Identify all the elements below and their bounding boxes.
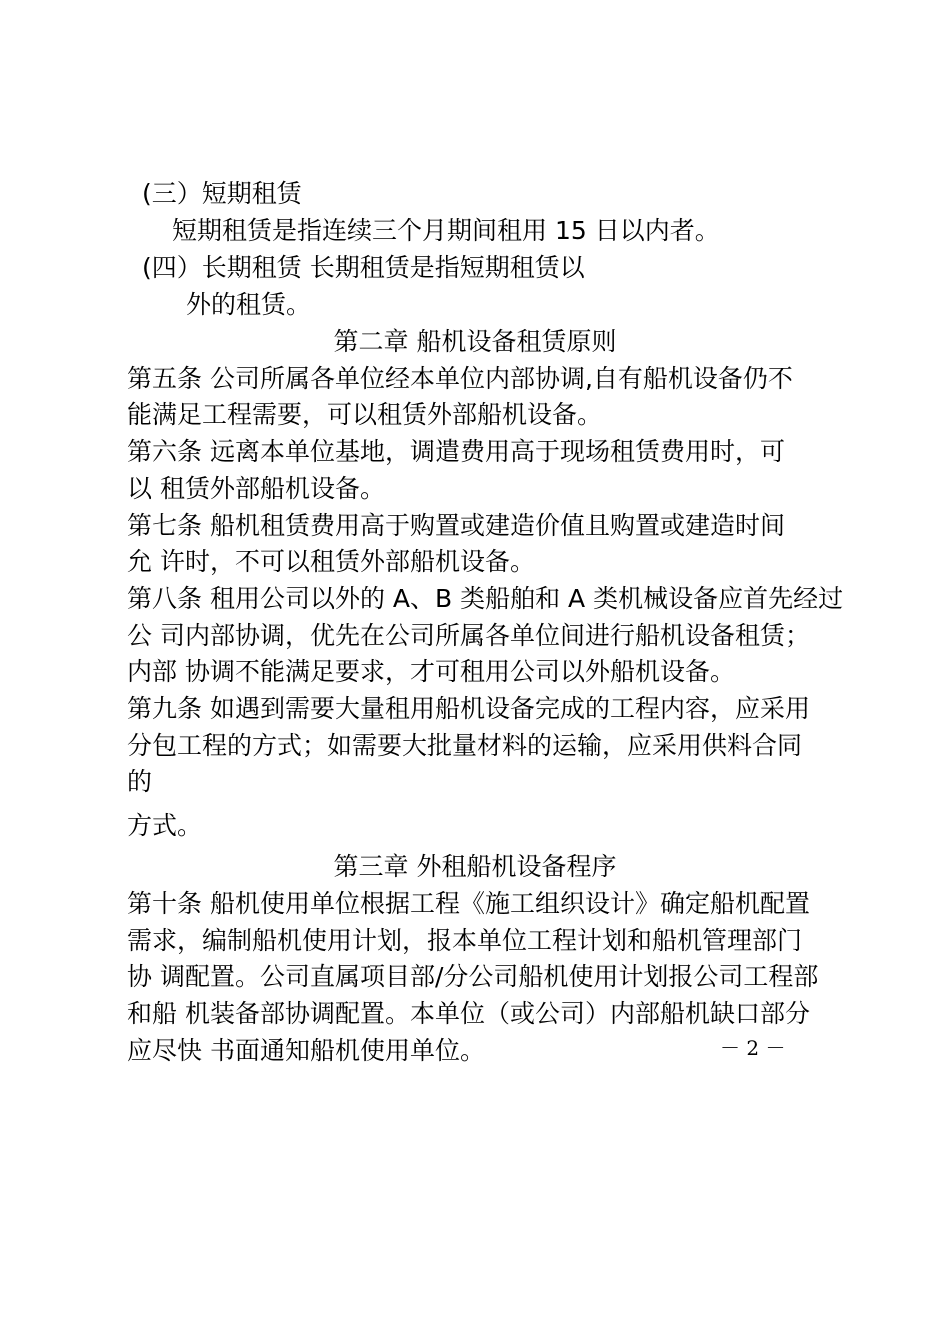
article-5-line-2: 能满足工程需要，可以租赁外部船机设备。 [127, 400, 603, 429]
article-10-line-1: 第十条 船机使用单位根据工程《施工组织设计》确定船机配置 [127, 889, 810, 918]
article-10-line-2: 需求，编制船机使用计划，报本单位工程计划和船机管理部门 [127, 926, 803, 955]
article-9-line-3: 的 [127, 767, 153, 796]
article-8-line-2: 公 司内部协调，优先在公司所属各单位间进行船机设备租赁； [127, 621, 810, 650]
article-7-line-2: 允 许时，不可以租赁外部船机设备。 [127, 547, 535, 576]
chapter-heading-3: 第三章 外租船机设备程序 [333, 852, 617, 881]
article-10-line-5: 应尽快 书面通知船机使用单位。 [127, 1036, 485, 1065]
article-10-line-4: 和船 机装备部协调配置。本单位（或公司）内部船机缺口部分 [127, 999, 810, 1028]
section-heading-long-term-lease: (四）长期租赁 长期租赁是指短期租赁以 [142, 253, 585, 282]
article-8-line-3: 内部 协调不能满足要求，才可租用公司以外船机设备。 [127, 657, 735, 686]
article-6-line-1: 第六条 远离本单位基地，调遣费用高于现场租赁费用时，可 [127, 437, 785, 466]
article-8-line-1: 第八条 租用公司以外的 A、B 类船舶和 A 类机械设备应首先经过 [127, 584, 844, 613]
article-7-line-1: 第七条 船机租赁费用高于购置或建造价值且购置或建造时间 [127, 511, 785, 540]
article-9-line-2: 分包工程的方式；如需要大批量材料的运输，应采用供料合同 [127, 731, 803, 760]
article-9-line-1: 第九条 如遇到需要大量租用船机设备完成的工程内容，应采用 [127, 694, 810, 723]
section-heading-short-term-lease: (三）短期租赁 [142, 179, 302, 208]
article-9-line-4: 方式。 [127, 811, 203, 840]
paragraph-line: 外的租赁。 [186, 290, 312, 319]
article-6-line-2: 以 租赁外部船机设备。 [127, 474, 385, 503]
chapter-heading-2: 第二章 船机设备租赁原则 [333, 327, 617, 356]
article-10-line-3: 协 调配置。公司直属项目部/分公司船机使用计划报公司工程部 [127, 962, 819, 991]
article-5-line-1: 第五条 公司所属各单位经本单位内部协调,自有船机设备仍不 [127, 364, 793, 393]
page-number: － 2 － [720, 1036, 786, 1060]
paragraph-line: 短期租赁是指连续三个月期间租用 15 日以内者。 [172, 216, 720, 245]
